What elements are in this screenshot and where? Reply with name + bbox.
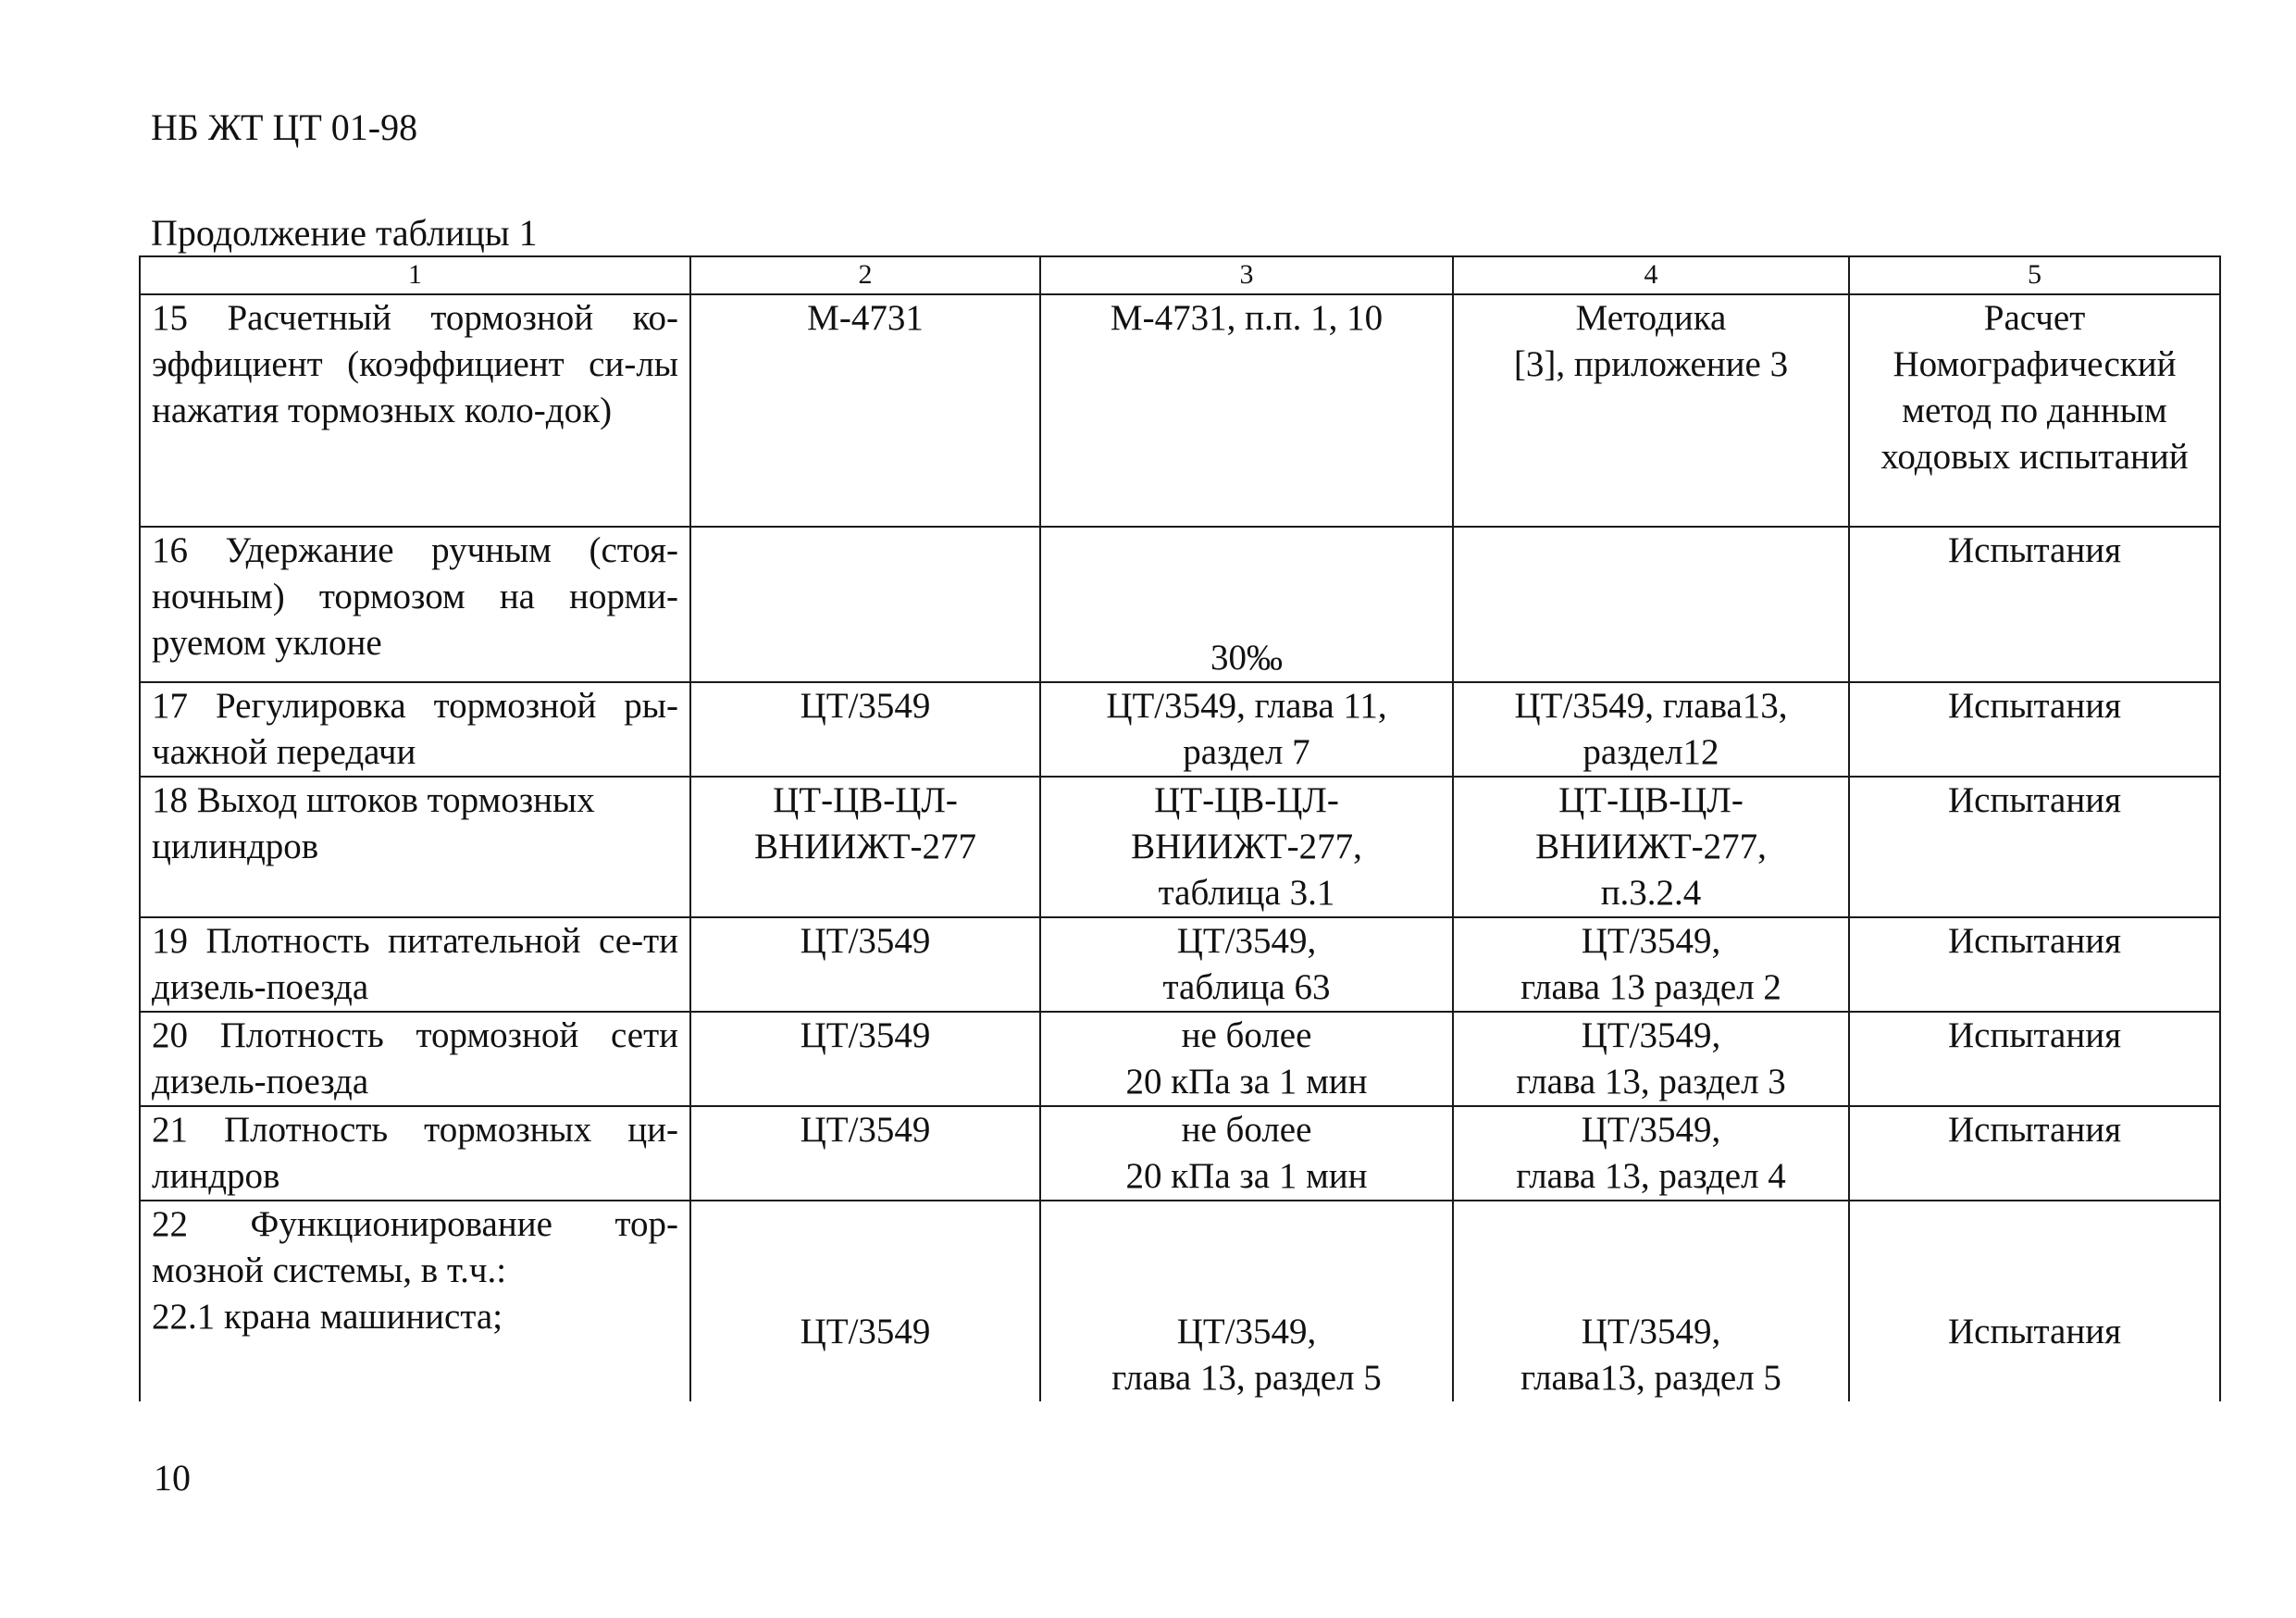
normative-doc-cell: ЦТ/3549 <box>690 1201 1040 1401</box>
method-cell: ЦТ/3549, глава 13 раздел 2 <box>1453 917 1849 1012</box>
parameter-cell: 19 Плотность питательной се-ти дизель-поезда <box>140 917 690 1012</box>
control-type-cell: Испытания <box>1849 1106 2220 1201</box>
column-number: 4 <box>1453 256 1849 294</box>
requirement-cell: ЦТ-ЦВ-ЦЛ- ВНИИЖТ-277, таблица 3.1 <box>1040 777 1453 917</box>
column-number: 1 <box>140 256 690 294</box>
table-row <box>140 1201 2220 1401</box>
method-cell: Методика [3], приложение 3 <box>1453 294 1849 527</box>
control-type-cell: Испытания <box>1849 682 2220 777</box>
method-cell: ЦТ/3549, глава13, раздел 5 <box>1453 1201 1849 1401</box>
parameter-cell: 15 Расчетный тормозной ко-эффициент (коэффициент си-лы нажатия тормозных коло-док) <box>140 294 690 527</box>
requirement-cell: М-4731, п.п. 1, 10 <box>1040 294 1453 527</box>
control-type-cell: Расчет Номографический метод по данным ходовых испытаний <box>1849 294 2220 527</box>
document-code: НБ ЖТ ЦТ 01-98 <box>151 106 418 148</box>
table-row <box>140 527 2220 682</box>
parameter-cell: 17 Регулировка тормозной ры-чажной передачи <box>140 682 690 777</box>
control-type-cell: Испытания <box>1849 1201 2220 1401</box>
requirement-cell: ЦТ/3549, таблица 63 <box>1040 917 1453 1012</box>
parameter-cell: 20 Плотность тормозной сети дизель-поезда <box>140 1012 690 1106</box>
column-number: 5 <box>1849 256 2220 294</box>
column-number: 2 <box>690 256 1040 294</box>
parameter-cell: 21 Плотность тормозных ци-линдров <box>140 1106 690 1201</box>
normative-doc-cell: ЦТ/3549 <box>690 1106 1040 1201</box>
normative-doc-cell: ЦТ/3549 <box>690 1012 1040 1106</box>
table-row <box>140 777 2220 917</box>
requirement-cell: ЦТ/3549, глава 13, раздел 5 <box>1040 1201 1453 1401</box>
parameter-cell: 22 Функционирование тор-мозной системы, в т.ч.: 22.1 крана машиниста; <box>140 1201 690 1401</box>
table-row <box>140 1012 2220 1106</box>
requirement-cell: 30‰ <box>1040 527 1453 682</box>
table-caption: Продолжение таблицы 1 <box>151 212 538 254</box>
requirement-cell: не более 20 кПа за 1 мин <box>1040 1012 1453 1106</box>
table-row <box>140 917 2220 1012</box>
control-type-cell: Испытания <box>1849 777 2220 917</box>
normative-doc-cell <box>690 527 1040 682</box>
specification-table <box>139 255 2221 1401</box>
requirement-cell: ЦТ/3549, глава 11, раздел 7 <box>1040 682 1453 777</box>
parameter-cell: 18 Выход штоков тормозных цилиндров <box>140 777 690 917</box>
page-number: 10 <box>154 1457 191 1499</box>
method-cell <box>1453 527 1849 682</box>
normative-doc-cell: М-4731 <box>690 294 1040 527</box>
requirement-cell: не более 20 кПа за 1 мин <box>1040 1106 1453 1201</box>
method-cell: ЦТ/3549, глава13, раздел12 <box>1453 682 1849 777</box>
normative-doc-cell: ЦТ-ЦВ-ЦЛ- ВНИИЖТ-277 <box>690 777 1040 917</box>
control-type-cell: Испытания <box>1849 1012 2220 1106</box>
normative-doc-cell: ЦТ/3549 <box>690 682 1040 777</box>
column-number-row <box>140 256 2220 294</box>
control-type-cell: Испытания <box>1849 527 2220 682</box>
control-type-cell: Испытания <box>1849 917 2220 1012</box>
method-cell: ЦТ/3549, глава 13, раздел 4 <box>1453 1106 1849 1201</box>
table-row <box>140 682 2220 777</box>
table-row <box>140 294 2220 527</box>
column-number: 3 <box>1040 256 1453 294</box>
normative-doc-cell: ЦТ/3549 <box>690 917 1040 1012</box>
table-row <box>140 1106 2220 1201</box>
method-cell: ЦТ/3549, глава 13, раздел 3 <box>1453 1012 1849 1106</box>
parameter-cell: 16 Удержание ручным (стоя-ночным) тормозом на норми-руемом уклоне <box>140 527 690 682</box>
method-cell: ЦТ-ЦВ-ЦЛ- ВНИИЖТ-277, п.3.2.4 <box>1453 777 1849 917</box>
